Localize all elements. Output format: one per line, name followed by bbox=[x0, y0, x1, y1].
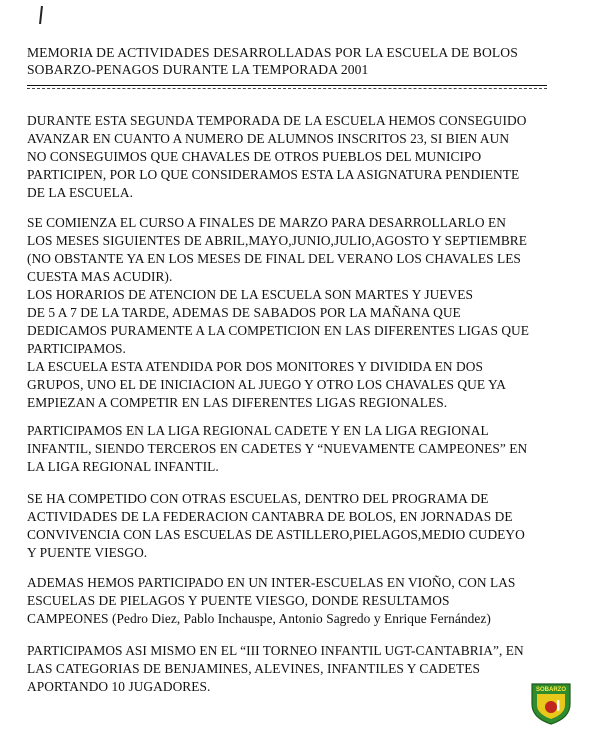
paragraph-enrollment: DURANTE ESTA SEGUNDA TEMPORADA DE LA ESCUELA HEMOS CONSEGUIDO AVANZAR EN CUANTO A NUMERO DE ALUMNOS INSCRITOS 23, SI BIEN AUN NO CONSEGUIMOS QUE CHAVALES DE OTROS PUEBLOS DEL MUNICIPO PARTICIPEN, POR LO QUE CONSIDERAMOS ESTA LA ASIGNATURA PENDIENTE DE LA ESCUELA. bbox=[27, 113, 527, 200]
title-underline-secondary bbox=[27, 88, 547, 89]
margin-mark bbox=[39, 6, 43, 24]
paragraph-tournament: PARTICIPAMOS ASI MISMO EN EL “III TORNEO INFANTIL UGT-CANTABRIA”, EN LAS CATEGORIAS DE BENJAMINES, ALEVINES, INFANTILES Y CADETES APORTANDO 10 JUGADORES. bbox=[27, 643, 524, 694]
bowling-ball-icon bbox=[545, 701, 557, 713]
paragraph-federation: SE HA COMPETIDO CON OTRAS ESCUELAS, DENTRO DEL PROGRAMA DE ACTIVIDADES DE LA FEDERACION CANTABRA DE BOLOS, EN JORNADAS DE CONVIVENCIA CON LAS ESCUELAS DE ASTILLERO,PIELAGOS,MEDIO CUDEYO Y PUENTE VIESGO. bbox=[27, 491, 525, 560]
document-title: MEMORIA DE ACTIVIDADES DESARROLLADAS POR LA ESCUELA DE BOLOS SOBARZO-PENAGOS DURANTE LA TEMPORADA 2001 bbox=[27, 45, 518, 77]
logo-text: SOBARZO bbox=[536, 687, 566, 693]
title-underline bbox=[27, 85, 547, 86]
paragraph-leagues: PARTICIPAMOS EN LA LIGA REGIONAL CADETE Y EN LA LIGA REGIONAL INFANTIL, SIENDO TERCEROS EN CADETES Y “NUEVAMENTE CAMPEONES” EN LA LIGA REGIONAL INFANTIL. bbox=[27, 423, 528, 474]
club-shield-logo bbox=[528, 680, 574, 726]
paragraph-schedule: SE COMIENZA EL CURSO A FINALES DE MARZO PARA DESARROLLARLO EN LOS MESES SIGUIENTES DE ABRIL,MAYO,JUNIO,JULIO,AGOSTO Y SEPTIEMBRE (NO OBSTANTE YA EN LOS MESES DE FINAL DEL VERANO LOS CHAVALES LES CUESTA MAS ACUDIR). LOS HORARIOS DE ATENCION DE LA ESCUELA SON MARTES Y JUEVES DE 5 A 7 DE LA TARDE, ADEMAS DE SABADOS POR LA MAÑANA QUE DEDICAMOS PURAMENTE A LA COMPETICION EN LAS DIFERENTES LIGAS QUE PARTICIPAMOS. LA ESCUELA ESTA ATENDIDA POR DOS MONITORES Y DIVIDIDA EN DOS GRUPOS, UNO EL DE INICIACION AL JUEGO Y OTRO LOS CHAVALES QUE YA EMPIEZAN A COMPETIR EN LAS DIFERENTES LIGAS REGIONALES. bbox=[27, 215, 530, 410]
paragraph-inter-schools: ADEMAS HEMOS PARTICIPADO EN UN INTER-ESCUELAS EN VIOÑO, CON LAS ESCUELAS DE PIELAGOS Y PUENTE VIESGO, DONDE RESULTAMOS CAMPEONES (Pedro Diez, Pablo Inchauspe, Antonio Sagredo y Enrique Fernández) bbox=[27, 575, 516, 626]
bowling-pin-icon bbox=[557, 700, 559, 711]
